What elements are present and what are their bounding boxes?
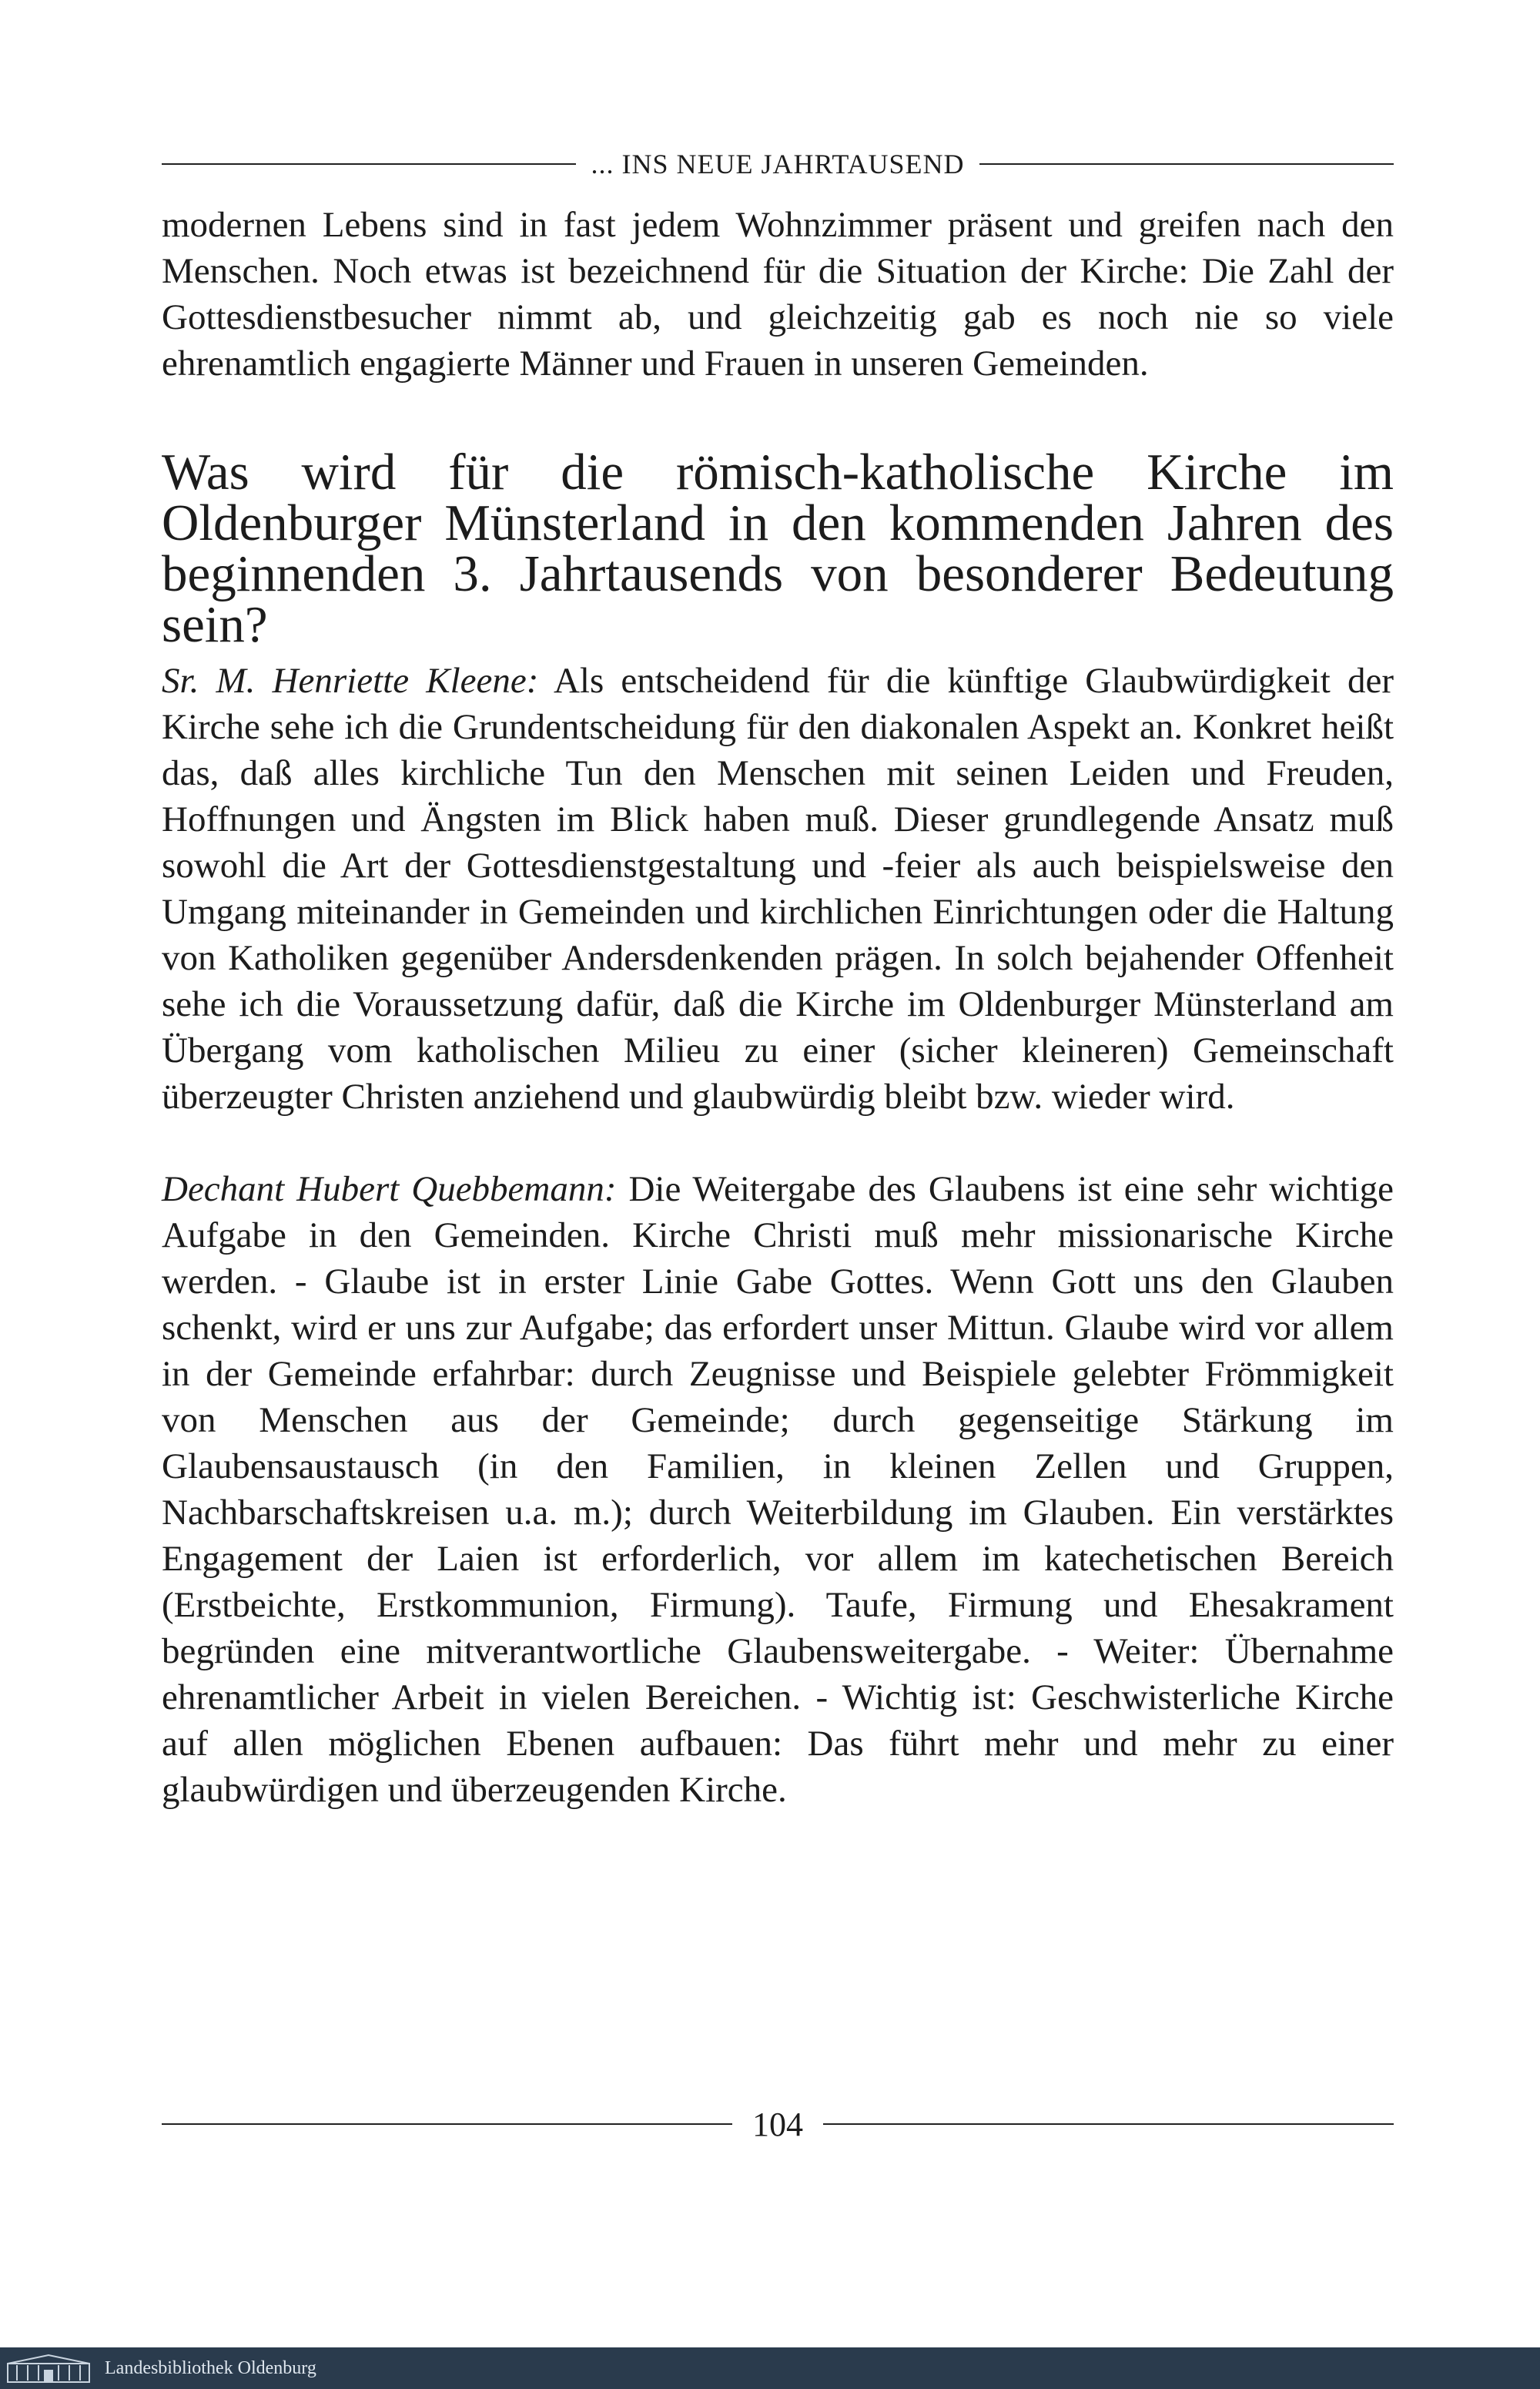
intro-paragraph: modernen Lebens sind in fast jedem Wohnzimmer präsent und greifen nach den Menschen. Noch etwas ist bezeichnend für die Situation der Kirche: Die Zahl der Gottesdienstbesucher nimmt ab, und gleichzeitig gab es noch nie so viele ehrenamtlich engagierte Männer und Frauen in unseren Gemeinden. [162, 205, 1394, 384]
library-building-icon [6, 2353, 91, 2384]
library-footer-bar [0, 2347, 1540, 2389]
speaker-name: Sr. M. Henriette Kleene: [162, 661, 539, 701]
footer-rule-right [823, 2123, 1394, 2125]
running-header [162, 145, 1394, 183]
library-name: Landesbibliothek Oldenburg [105, 2357, 316, 2378]
running-title: ... INS NEUE JAHRTAUSEND [591, 149, 965, 179]
answer-text: Die Weitergabe des Glaubens ist eine sehr wichtige Aufgabe in den Gemeinden. Kirche Christi muß mehr missionarische Kirche werden. - Glaube ist in erster Linie Gabe Gottes. Wenn Gott uns den Glauben schenkt, wird er uns zur Aufgabe; das erfordert unser Mittun. Glaube wird vor allem in der Gemeinde erfahrbar: durch Zeugnisse und Beispiele gelebter Frömmigkeit von Menschen aus der Gemeinde; durch gegenseitige Stärkung im Glaubensaustausch (in den Familien, in kleinen Zellen und Gruppen, Nachbarschaftskreisen u.a. m.); durch Weiterbildung im Glauben. Ein verstärktes Engagement der Laien ist erforderlich, vor allem im katechetischen Bereich (Erstbeichte, Erstkommunion, Firmung). Taufe, Firmung und Ehesakrament begründen eine mitverantwortliche Glaubensweitergabe. - Weiter: Übernahme ehrenamtlicher Arbeit in vielen Bereichen. - Wichtig ist: Geschwisterliche Kirche auf allen möglichen Ebenen aufbauen: Das führt mehr und mehr zu einer glaubwürdigen und überzeugenden Kirche. [162, 1169, 1394, 1810]
answer-text: Als entscheidend für die künftige Glaubwürdigkeit der Kirche sehe ich die Grundentscheidung für den diakonalen Aspekt an. Konkret heißt das, daß alles kirchliche Tun den Menschen mit seinen Leiden und Freuden, Hoffnungen und Ängsten im Blick haben muß. Dieser grundlegende Ansatz muß sowohl die Art der Gottesdienstgestaltung und -feier als auch beispielsweise den Umgang miteinander in Gemeinden und kirchlichen Einrichtungen oder die Haltung von Katholiken gegenüber Andersdenkenden prägen. In solch bejahender Offenheit sehe ich die Voraussetzung dafür, daß die Kirche im Oldenburger Münsterland am Übergang vom katholischen Milieu zu einer (sicher kleineren) Gemeinschaft überzeugter Christen anziehend und glaubwürdig bleibt bzw. wieder wird. [162, 661, 1394, 1117]
body-text [162, 202, 1394, 1813]
answer-paragraph-quebbemann [162, 1166, 1394, 1813]
footer-rule-left [162, 2123, 732, 2125]
page-footer [162, 2101, 1394, 2147]
answer-paragraph-kleene [162, 658, 1394, 1120]
page-number: 104 [752, 2105, 803, 2143]
header-rule-left [162, 163, 576, 165]
question-heading: Was wird für die römisch-katholische Kirche im Oldenburger Münsterland in den kommenden Jahren des beginnenden 3. Jahrtausends von besonderer Bedeutung sein? [162, 444, 1394, 653]
speaker-name: Dechant Hubert Quebbemann: [162, 1169, 617, 1209]
header-rule-right [979, 163, 1394, 165]
